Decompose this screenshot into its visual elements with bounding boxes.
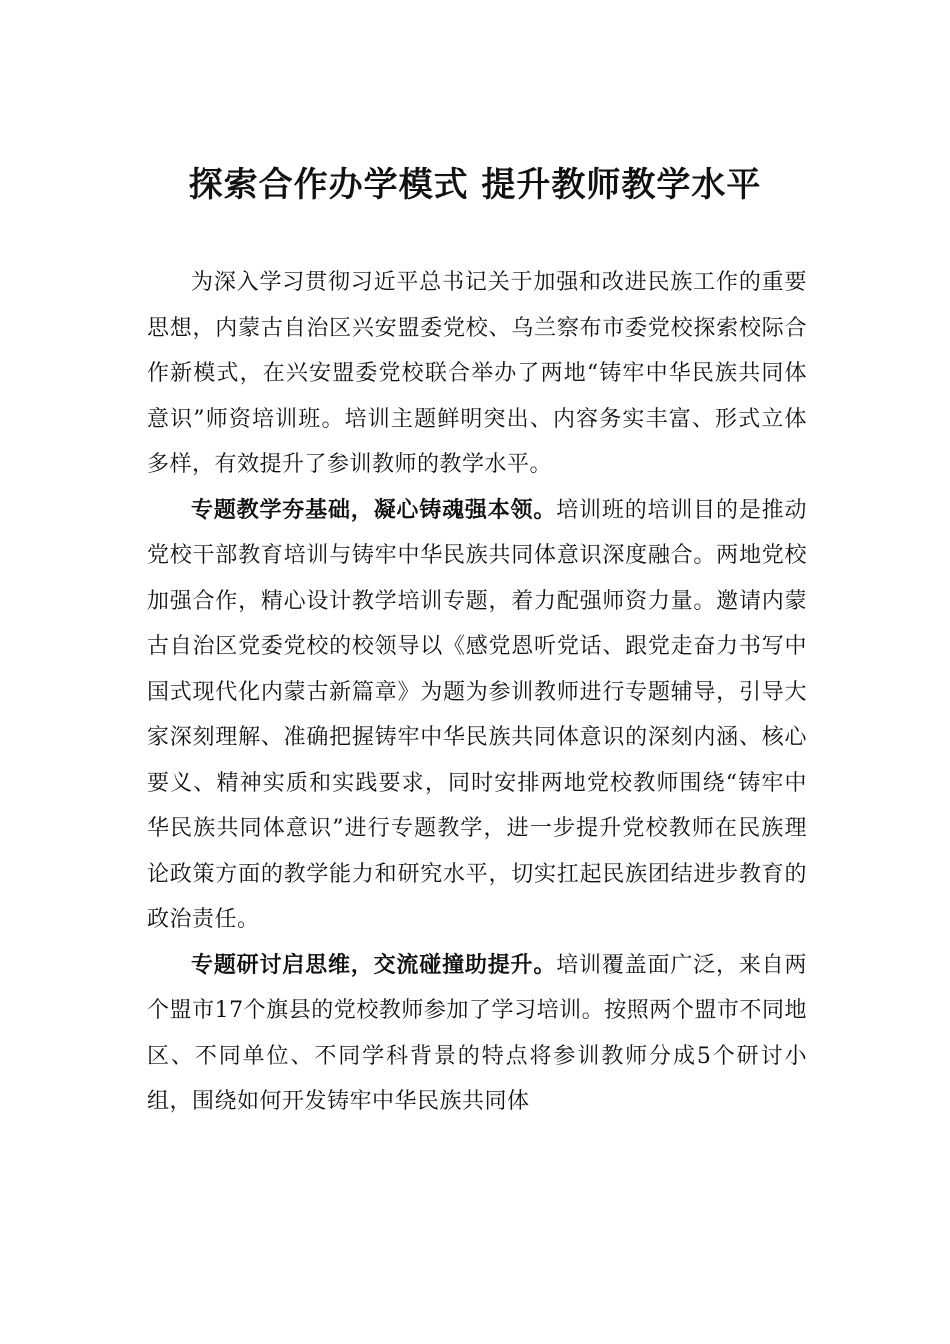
paragraph-lead: 专题教学夯基础，凝心铸魂强本领。 (191, 496, 557, 523)
document-body (147, 260, 807, 1125)
paragraph-topic-teaching (147, 488, 807, 943)
paragraph-intro (147, 260, 807, 488)
paragraph-text: 为深入学习贯彻习近平总书记关于加强和改进民族工作的重要思想，内蒙古自治区兴安盟委党校、乌兰察布市委党校探索校际合作新模式，在兴安盟委党校联合举办了两地“铸牢中华民族共同体意识”师资培训班。培训主题鲜明突出、内容务实丰富、形式立体多样，有效提升了参训教师的教学水平。 (147, 270, 807, 477)
paragraph-text: 培训班的培训目的是推动党校干部教育培训与铸牢中华民族共同体意识深度融合。两地党校加强合作，精心设计教学培训专题，着力配强师资力量。邀请内蒙古自治区党委党校的校领导以《感党恩听党话、跟党走奋力书写中国式现代化内蒙古新篇章》为题为参训教师进行专题辅导，引导大家深刻理解、准确把握铸牢中华民族共同体意识的深刻内涵、核心要义、精神实质和实践要求，同时安排两地党校教师围绕“铸牢中华民族共同体意识”进行专题教学，进一步提升党校教师在民族理论政策方面的教学能力和研究水平，切实扛起民族团结进步教育的政治责任。 (147, 497, 807, 932)
paragraph-lead: 专题研讨启思维，交流碰撞助提升。 (191, 951, 557, 978)
paragraph-text: 培训覆盖面广泛，来自两个盟市17个旗县的党校教师参加了学习培训。按照两个盟市不同地区、不同单位、不同学科背景的特点将参训教师分成5个研讨小组，围绕如何开发铸牢中华民族共同体 (147, 952, 807, 1114)
paragraph-topic-discussion (147, 943, 807, 1125)
document-title: 探索合作办学模式 提升教师教学水平 (188, 165, 762, 205)
